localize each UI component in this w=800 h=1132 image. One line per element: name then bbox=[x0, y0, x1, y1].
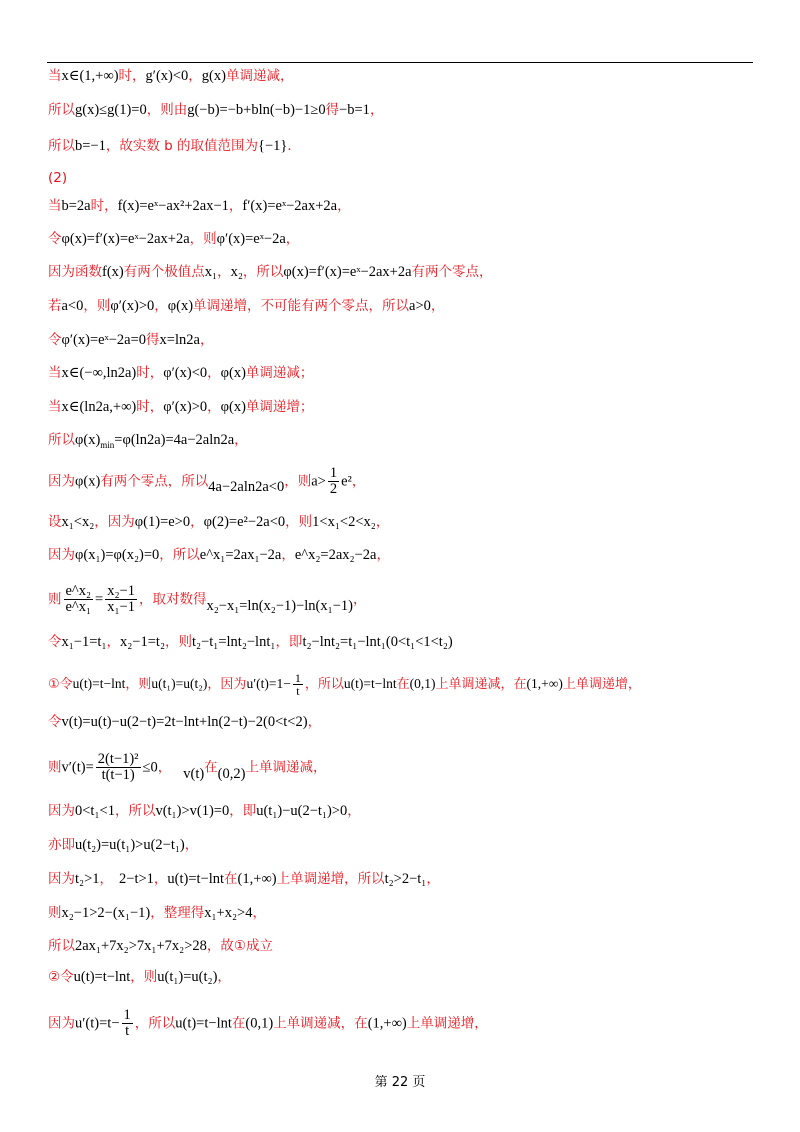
fraction bbox=[96, 752, 141, 783]
fraction bbox=[328, 466, 339, 497]
text-line bbox=[48, 1008, 488, 1039]
math-run: a>0 bbox=[409, 298, 431, 314]
text-line bbox=[48, 363, 313, 383]
text-run: 得 bbox=[325, 102, 340, 118]
math-run: 2−t>1 bbox=[119, 871, 154, 887]
text-run: ， bbox=[199, 332, 214, 348]
math-run: φ(x) bbox=[220, 365, 246, 381]
math-run: b=−1 bbox=[75, 138, 106, 154]
math-run: 第 bbox=[374, 1075, 388, 1090]
text-run: 上单调递增，所以 bbox=[276, 871, 385, 887]
text-run: ， bbox=[99, 871, 114, 887]
math-run: φ(x) bbox=[167, 298, 194, 314]
text-run: ，则 bbox=[285, 514, 313, 530]
page-number: 22 bbox=[391, 1075, 409, 1090]
math-run: (0,1) bbox=[409, 676, 436, 691]
math-run: b=2a bbox=[61, 198, 91, 214]
text-run: 在 bbox=[224, 871, 238, 887]
text-run: ①令 bbox=[48, 677, 73, 692]
math-run: φ(x)=f′(x)=eˣ−2ax+2a bbox=[61, 231, 190, 247]
math-run: t bbox=[296, 684, 300, 698]
math-run: x₁ bbox=[204, 264, 218, 280]
math-run: t₂−lnt₂=t₁−lnt₁(0<t₁<1<t₂) bbox=[302, 634, 453, 650]
text-run: ， bbox=[369, 102, 384, 118]
math-run: u(t₁)=u(t₂) bbox=[151, 676, 208, 691]
math-run: (1,+∞) bbox=[237, 871, 277, 887]
text-run: 单调递增，不可能有两个零点，所以 bbox=[193, 298, 410, 314]
math-run: u(t₁)=u(t₂) bbox=[157, 969, 218, 985]
text-run: 所以 bbox=[48, 102, 75, 118]
text-run: ②令 bbox=[48, 969, 74, 985]
math-run: φ′(x)>0 bbox=[163, 399, 208, 415]
text-line bbox=[48, 430, 248, 455]
math-run: x∈(1,+∞) bbox=[61, 68, 119, 84]
text-run: 因为 bbox=[48, 473, 75, 490]
text-line bbox=[48, 632, 453, 652]
math-run: x₁<x₂ bbox=[61, 514, 95, 530]
text-run: 在 bbox=[204, 759, 218, 776]
math-run: t₂>1 bbox=[75, 871, 100, 887]
text-run: ， bbox=[376, 547, 390, 563]
text-line bbox=[48, 835, 198, 855]
math-run: 2(t−1)² bbox=[97, 751, 139, 767]
text-run: 所以 bbox=[48, 432, 75, 448]
text-run: 上单调递减， bbox=[245, 759, 327, 776]
math-run: 2 bbox=[329, 481, 338, 497]
math-run: u(t)=t−lnt bbox=[167, 871, 225, 887]
math-run: 1 bbox=[123, 1007, 131, 1023]
header-rule bbox=[47, 62, 753, 63]
math-run: 0<t₁<1 bbox=[75, 803, 115, 819]
part-label: (2) bbox=[48, 170, 68, 186]
math-run: v(t₁)>v(1)=0 bbox=[155, 803, 230, 819]
math-run: 1<x₁<2<x₂ bbox=[312, 514, 376, 530]
text-run: 设 bbox=[48, 514, 62, 530]
text-run: ，则 bbox=[284, 473, 312, 490]
math-run: t₂−t₁=lnt₂−lnt₁ bbox=[192, 634, 276, 650]
math-run: φ′(x)=eˣ−2a=0 bbox=[61, 332, 147, 348]
math-run: φ(x)=f′(x)=eˣ−2ax+2a bbox=[283, 264, 412, 280]
math-run: x₂−1 bbox=[107, 583, 135, 599]
text-line bbox=[48, 262, 493, 282]
math-run: 1 bbox=[294, 671, 301, 685]
text-run: ， bbox=[188, 68, 202, 84]
math-run: 1 bbox=[329, 465, 338, 481]
math-run: u(t)=t−lnt bbox=[175, 1015, 232, 1032]
text-run: ，所以 bbox=[242, 264, 284, 280]
text-run: 时， bbox=[136, 399, 164, 415]
text-run: ， bbox=[337, 198, 351, 214]
text-run: ， bbox=[207, 365, 221, 381]
text-run: ，所以 bbox=[159, 547, 200, 563]
text-run: 有两个极值点 bbox=[123, 264, 205, 280]
text-run: 亦即 bbox=[48, 837, 75, 853]
math-run: (0,1) bbox=[245, 1015, 274, 1032]
text-run: ， bbox=[351, 473, 366, 490]
math-run: g(x) bbox=[201, 68, 226, 84]
text-run: 因为 bbox=[48, 871, 75, 887]
text-line bbox=[48, 397, 313, 417]
text-run: ， bbox=[217, 969, 231, 985]
text-line bbox=[48, 330, 213, 350]
text-run: 时， bbox=[136, 365, 164, 381]
text-run: 因为 bbox=[48, 803, 75, 819]
math-run: x=ln2a bbox=[159, 332, 200, 348]
text-run: 当 bbox=[48, 399, 62, 415]
text-run: 有两个零点， bbox=[411, 264, 493, 280]
text-run: 单调递减； bbox=[245, 365, 314, 381]
math-run: 4a−2aln2a<0 bbox=[208, 478, 285, 495]
text-run: 单调递减， bbox=[225, 68, 294, 84]
math-run: x₁+x₂>4 bbox=[204, 905, 253, 921]
text-run: 上单调递减，在 bbox=[273, 1015, 368, 1032]
math-run: f(x)=eˣ−ax²+2ax−1 bbox=[117, 198, 229, 214]
text-run: 当 bbox=[48, 198, 62, 214]
text-run: ，故①成立 bbox=[206, 938, 273, 954]
math-run: φ′(x)<0 bbox=[163, 365, 208, 381]
text-run: 单调递增； bbox=[245, 399, 314, 415]
math-run: e^x₂ bbox=[65, 583, 92, 599]
math-run: x₂−1>2−(x₁−1) bbox=[61, 905, 151, 921]
math-run: =φ(ln2a)=4a−2aln2a bbox=[114, 432, 235, 448]
text-run: ，因为 bbox=[94, 514, 135, 530]
text-run: 若 bbox=[48, 298, 62, 314]
math-run: g(x)≤g(1)=0 bbox=[75, 102, 147, 118]
text-run: 令 bbox=[48, 634, 62, 650]
text-line bbox=[48, 712, 321, 732]
math-run: {−1} bbox=[258, 138, 288, 154]
text-run: ， bbox=[190, 514, 204, 530]
text-line bbox=[48, 545, 390, 565]
math-run: u(t)=t−lnt bbox=[343, 676, 397, 691]
text-run: ，则 bbox=[189, 231, 217, 247]
text-run: ， bbox=[157, 759, 172, 776]
math-run: e^x₂=2ax₂−2a bbox=[294, 547, 377, 563]
text-run: ， bbox=[184, 837, 199, 853]
text-line bbox=[48, 136, 301, 156]
fraction bbox=[293, 672, 303, 697]
math-run: (1,+∞) bbox=[367, 1015, 407, 1032]
text-run: ， bbox=[153, 871, 168, 887]
text-run: ． bbox=[287, 138, 301, 154]
text-line bbox=[48, 196, 351, 216]
math-run: x₁−1 bbox=[107, 599, 135, 615]
text-run: ，则由 bbox=[146, 102, 188, 118]
math-run: φ(x) bbox=[75, 432, 101, 448]
text-run: 在 bbox=[396, 677, 410, 692]
text-run: ，故实数 b 的取值范围为 bbox=[105, 138, 259, 154]
fraction bbox=[64, 584, 94, 615]
text-line bbox=[48, 168, 67, 188]
text-run: 则 bbox=[48, 905, 62, 921]
text-run: ， bbox=[307, 714, 322, 730]
math-run: 2ax₁+7x₂>7x₁+7x₂>28 bbox=[75, 938, 207, 954]
fraction bbox=[122, 1008, 133, 1039]
math-run: u(t₁)−u(2−t₁)>0 bbox=[256, 803, 348, 819]
text-run: 则 bbox=[48, 591, 62, 608]
math-run: x₁−1=t₁ bbox=[61, 634, 107, 650]
math-run: g(−b)=−b+bln(−b)−1≥0 bbox=[187, 102, 326, 118]
text-run: 时， bbox=[118, 68, 146, 84]
text-run: 所以 bbox=[48, 938, 75, 954]
math-run: g′(x)<0 bbox=[145, 68, 189, 84]
math-run: a<0 bbox=[61, 298, 84, 314]
text-run: ， bbox=[217, 264, 231, 280]
math-run: (1,+∞) bbox=[526, 676, 563, 691]
text-run: ， bbox=[375, 514, 390, 530]
fraction bbox=[105, 584, 137, 615]
math-run: φ(2)=e²−2a<0 bbox=[203, 514, 286, 530]
text-line bbox=[48, 801, 361, 821]
text-run: ，即 bbox=[229, 803, 257, 819]
math-run: x∈(−∞,ln2a) bbox=[61, 365, 137, 381]
math-run: t₂>2−t₁ bbox=[384, 871, 427, 887]
text-line bbox=[48, 672, 641, 697]
math-run: x₂ bbox=[230, 264, 243, 280]
math-run: t(t−1) bbox=[101, 767, 135, 783]
math-run: 页 bbox=[412, 1075, 426, 1090]
text-line bbox=[48, 229, 299, 249]
text-line bbox=[48, 752, 326, 783]
math-run: φ′(x)>0 bbox=[110, 298, 155, 314]
text-run: 当 bbox=[48, 68, 62, 84]
text-run: ， bbox=[347, 803, 361, 819]
text-run: ，因为 bbox=[207, 677, 247, 692]
math-run: φ(x) bbox=[220, 399, 246, 415]
text-run: 因为 bbox=[48, 547, 75, 563]
text-run: 令 bbox=[48, 332, 62, 348]
math-run: u(t)=t−lnt bbox=[72, 676, 126, 691]
text-run: ，则 bbox=[130, 969, 158, 985]
text-run: ， bbox=[252, 905, 266, 921]
text-run: 上单调递增， bbox=[406, 1015, 488, 1032]
text-line bbox=[48, 512, 389, 532]
text-run: ，所以 bbox=[304, 677, 344, 692]
text-run: ，则 bbox=[165, 634, 192, 650]
text-line bbox=[48, 869, 440, 889]
text-run: 因为函数 bbox=[48, 264, 102, 280]
math-run: v(t) bbox=[183, 765, 205, 782]
text-line bbox=[48, 936, 273, 956]
math-run: v′(t)= bbox=[61, 759, 94, 776]
math-run: (0,2) bbox=[217, 765, 246, 782]
math-run: ≤0 bbox=[142, 759, 158, 776]
text-run: ， bbox=[106, 634, 120, 650]
math-run: u(t₂)=u(t₁)>u(2−t₁) bbox=[75, 837, 185, 853]
text-run: 时， bbox=[90, 198, 118, 214]
math-run: f(x) bbox=[102, 264, 124, 280]
math-run: x₂−1=t₂ bbox=[120, 634, 165, 650]
text-line bbox=[48, 903, 266, 923]
math-run: = bbox=[95, 591, 104, 608]
text-run: 令 bbox=[48, 714, 62, 730]
text-line bbox=[48, 967, 231, 987]
text-run: ，所以 bbox=[114, 803, 156, 819]
text-run: ， bbox=[281, 547, 295, 563]
math-run: e^x₁=2ax₁−2a bbox=[199, 547, 282, 563]
math-run: v(t)=u(t)−u(2−t)=2t−lnt+ln(2−t)−2(0<t<2) bbox=[61, 714, 308, 730]
page-footer bbox=[0, 1071, 800, 1090]
text-run: 则 bbox=[48, 759, 62, 776]
text-run: ， bbox=[154, 298, 168, 314]
math-run: φ(1)=e>0 bbox=[134, 514, 191, 530]
math-run: x∈(ln2a,+∞) bbox=[61, 399, 137, 415]
text-line bbox=[48, 584, 366, 615]
text-run: 因为 bbox=[48, 1015, 75, 1032]
text-run: ，整理得 bbox=[150, 905, 205, 921]
math-run: a> bbox=[311, 473, 326, 490]
text-run: 令 bbox=[48, 231, 62, 247]
text-run: ，取对数得 bbox=[138, 591, 207, 608]
text-run: 上单调递减，在 bbox=[435, 677, 527, 692]
text-line bbox=[48, 296, 444, 316]
text-run: 所以 bbox=[48, 138, 75, 154]
math-run: e² bbox=[341, 473, 352, 490]
text-run: 当 bbox=[48, 365, 62, 381]
math-run: φ(x) bbox=[75, 473, 101, 490]
text-run: ， bbox=[285, 231, 300, 247]
math-run: φ(x₁)=φ(x₂)=0 bbox=[75, 547, 160, 563]
text-run: 有两个零点，所以 bbox=[100, 473, 209, 490]
text-run: ， bbox=[228, 198, 243, 214]
math-run: x₂−x₁=ln(x₂−1)−ln(x₁−1) bbox=[206, 597, 353, 614]
math-run: min bbox=[100, 439, 115, 450]
text-run: ，则 bbox=[125, 677, 152, 692]
math-run: e^x₁ bbox=[65, 599, 92, 615]
text-line bbox=[48, 466, 365, 497]
math-run: f′(x)=eˣ−2ax+2a bbox=[242, 198, 338, 214]
text-run: 得 bbox=[146, 332, 160, 348]
text-run: 在 bbox=[231, 1015, 246, 1032]
text-run: ，所以 bbox=[134, 1015, 176, 1032]
text-run: ，则 bbox=[83, 298, 111, 314]
math-run: u(t)=t−lnt bbox=[73, 969, 131, 985]
text-line bbox=[48, 66, 293, 86]
text-run: ，即 bbox=[275, 634, 303, 650]
text-run: ， bbox=[426, 871, 440, 887]
math-run: t bbox=[125, 1023, 130, 1039]
math-run: −b=1 bbox=[339, 102, 370, 118]
text-run: ， bbox=[207, 399, 221, 415]
text-run: 上单调递增， bbox=[562, 677, 641, 692]
math-run: u′(t)=1− bbox=[246, 676, 291, 691]
math-run: u′(t)=t− bbox=[75, 1015, 120, 1032]
text-run: ， bbox=[430, 298, 445, 314]
text-run: ， bbox=[234, 432, 248, 448]
text-run: ， bbox=[352, 591, 367, 608]
math-run: φ′(x)=eˣ−2a bbox=[216, 231, 286, 247]
text-line bbox=[48, 100, 383, 120]
